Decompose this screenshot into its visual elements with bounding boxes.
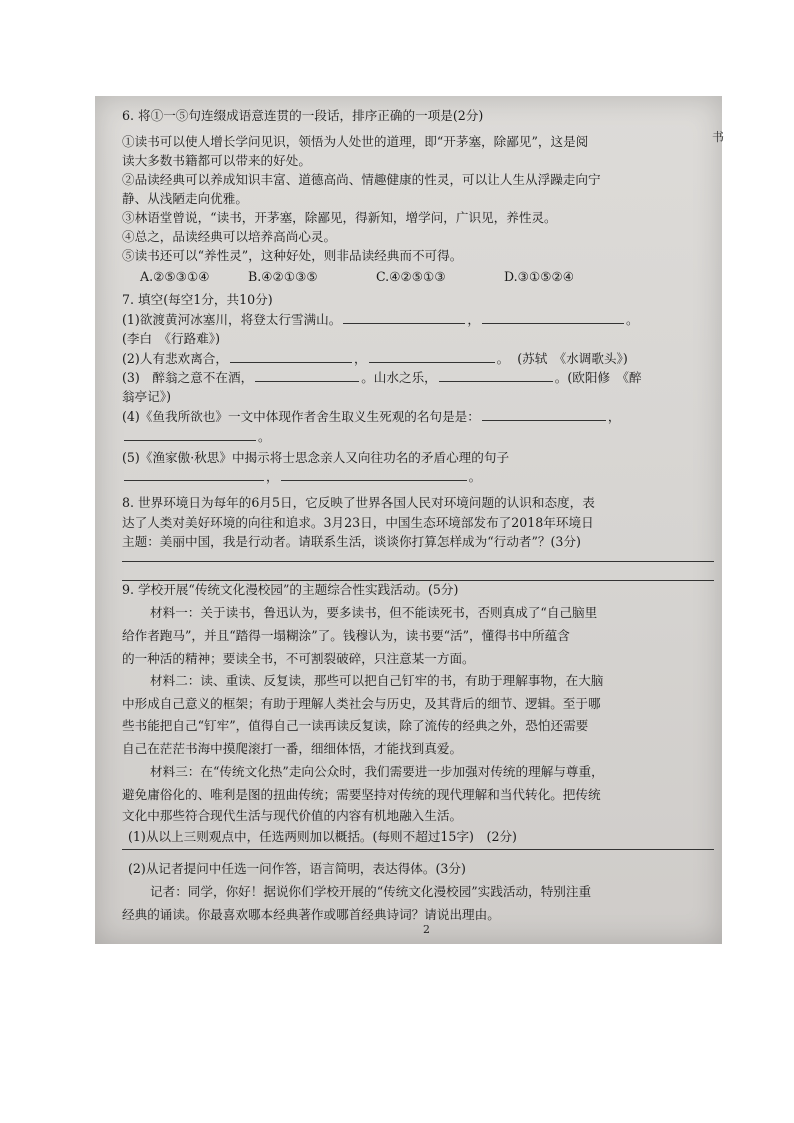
q7-item-1-text: (1)欲渡黄河冰塞川，将登太行雪满山。 <box>122 312 342 327</box>
q7-item-3-source-cont: 翁亭记》) <box>122 389 171 404</box>
q7-blank-8[interactable] <box>124 427 256 441</box>
q9-material-3-cont-2: 文化中那些符合现代生活与现代价值的内容有机地融入生活。 <box>122 808 463 823</box>
q9-material-2-cont-3: 自己在茫茫书海中摸爬滚打一番，细细体悟，才能找到真爱。 <box>122 741 463 756</box>
q6-sentence-1-cont: 读大多数书籍都可以带来的好处。 <box>122 153 311 168</box>
q7-blank-3[interactable] <box>230 349 352 363</box>
q6-sentence-2: ②品读经典可以养成知识丰富、道德高尚、情趣健康的性灵，可以让人生从浮躁走向宁 <box>122 172 601 187</box>
q9-material-1: 材料一：关于读书，鲁迅认为，要多读书，但不能读死书，否则真成了“自己脑里 <box>150 605 598 620</box>
q9-material-1-cont: 给作者跑马”，并且“踏得一塌糊涂”了。钱穆认为，读书要“活”，懂得书中所蕴含 <box>122 628 570 643</box>
q9-material-3-cont: 避免庸俗化的、唯利是图的扭曲传统；需要坚持对传统的现代理解和当代转化。把传统 <box>122 787 601 802</box>
q7-item-2-text: (2)人有悲欢离合， <box>122 351 228 366</box>
q7-item-2: (2)人有悲欢离合， ， 。 (苏轼 《水调歌头》) <box>122 351 628 366</box>
q7-item-4: (4)《鱼我所欲也》一文中体现作者舍生取义生死观的名句是是： ， <box>122 409 621 424</box>
q7-item-2-source: (苏轼 《水调歌头》) <box>517 351 628 366</box>
q7-blank-2[interactable] <box>482 310 624 324</box>
q6-option-d: D.③①⑤②④ <box>504 269 575 284</box>
q6-sentence-1: ①读书可以使人增长学问见识，领悟为人处世的道理，即“开茅塞，除鄙见”，这是阅 <box>122 134 589 149</box>
q9-material-3: 材料三：在“传统文化热”走向公众时，我们需要进一步加强对传统的理解与尊重， <box>150 764 604 779</box>
q9-material-2-cont-2: 些书能把自己“钉牢”，值得自己一读再读反复读，除了流传的经典之外，恐怕还需要 <box>122 718 589 733</box>
q7-item-5-cont: ， 。 <box>122 467 710 486</box>
q7-blank-7[interactable] <box>482 407 606 421</box>
page-edge-mark: 书 <box>711 130 724 144</box>
q9-stem: 9. 学校开展“传统文化漫校园”的主题综合性实践活动。(5分) <box>122 582 459 597</box>
q7-stem: 7. 填空(每空1分，共10分) <box>122 292 273 307</box>
q9-reporter-question-cont: 经典的诵读。你最喜欢哪本经典著作或哪首经典诗词？请说出理由。 <box>122 907 500 922</box>
q6-sentence-4: ④总之，品读经典可以培养高尚心灵。 <box>122 229 337 244</box>
q9-part-1: (1)从以上三则观点中，任选两则加以概括。(每则不超过15字) (2分) <box>128 829 517 844</box>
q6-option-c: C.④②⑤①③ <box>376 269 446 284</box>
q7-item-3-text: (3) 醉翁之意不在酒， <box>122 370 254 385</box>
q6-stem: 6. 将①一⑤句连缀成语意连贯的一段话，排序正确的一项是(2分) <box>122 108 484 123</box>
q9-material-2: 材料二：读、重读、反复读，那些可以把自己钉牢的书，有助于理解事物，在大脑 <box>150 673 604 688</box>
q7-item-4-cont: 。 <box>122 427 710 446</box>
q7-item-3: (3) 醉翁之意不在酒， 。山水之乐， 。(欧阳修 《醉 <box>122 370 642 385</box>
q9-reporter-question: 记者：同学，你好！据说你们学校开展的“传统文化漫校园”实践活动，特别注重 <box>150 884 592 899</box>
q7-item-3-source: (欧阳修 《醉 <box>567 370 642 385</box>
scanned-exam-page <box>95 96 722 944</box>
q7-item-5: (5)《渔家傲·秋思》中揭示将士思念亲人又向往功名的矛盾心理的句子 <box>122 450 510 465</box>
q6-options <box>140 267 710 286</box>
q6-sentence-5: ⑤读书还可以“养性灵”，这种好处，则非品读经典而不可得。 <box>122 248 463 263</box>
q6-sentence-3: ③林语堂曾说，“读书，开茅塞，除鄙见，得新知，增学问，广识见，养性灵。 <box>122 210 557 225</box>
q6-sentence-2-cont: 静、从浅陋走向优雅。 <box>122 191 248 206</box>
q9-material-2-cont: 中形成自己意义的框架；有助于理解人类社会与历史，及其背后的细节、逻辑。至于哪 <box>122 696 601 711</box>
q8-line-2: 达了人类对美好环境的向往和追求。3月23日，中国生态环境部发布了2018年环境日 <box>122 515 594 530</box>
q6-option-a: A.②⑤③①④ <box>140 269 210 284</box>
q9-material-1-cont-2: 的一种活的精神；要读全书，不可割裂破碎，只注意某一方面。 <box>122 651 475 666</box>
q7-blank-5[interactable] <box>255 368 359 382</box>
q7-blank-1[interactable] <box>343 310 465 324</box>
q7-blank-4[interactable] <box>369 349 495 363</box>
q7-blank-9[interactable] <box>124 467 264 481</box>
q7-item-3-text-b: 山水之乐， <box>373 370 437 385</box>
q9-part-2: (2)从记者提问中任选一问作答，语言简明，表达得体。(3分) <box>128 861 466 876</box>
q7-item-4-text: (4)《鱼我所欲也》一文中体现作者舍生取义生死观的名句是是： <box>122 409 480 424</box>
q8-answer-line-1[interactable] <box>122 561 714 562</box>
q9-part-1-answer-line[interactable] <box>122 849 714 850</box>
q7-blank-10[interactable] <box>281 467 467 481</box>
q8-line-3: 主题：美丽中国，我是行动者。请联系生活，谈谈你打算怎样成为“行动者”？(3分) <box>122 534 581 549</box>
q8-line-1: 8. 世界环境日为每年的6月5日，它反映了世界各国人民对环境问题的认识和态度，表 <box>122 495 595 510</box>
q7-item-1-source: (李白 《行路难》) <box>122 331 220 346</box>
q7-item-1: (1)欲渡黄河冰塞川，将登太行雪满山。 ， 。 <box>122 312 639 327</box>
page-number: 2 <box>423 923 430 936</box>
q6-option-b: B.④②①③⑤ <box>248 269 318 284</box>
q7-blank-6[interactable] <box>439 368 553 382</box>
